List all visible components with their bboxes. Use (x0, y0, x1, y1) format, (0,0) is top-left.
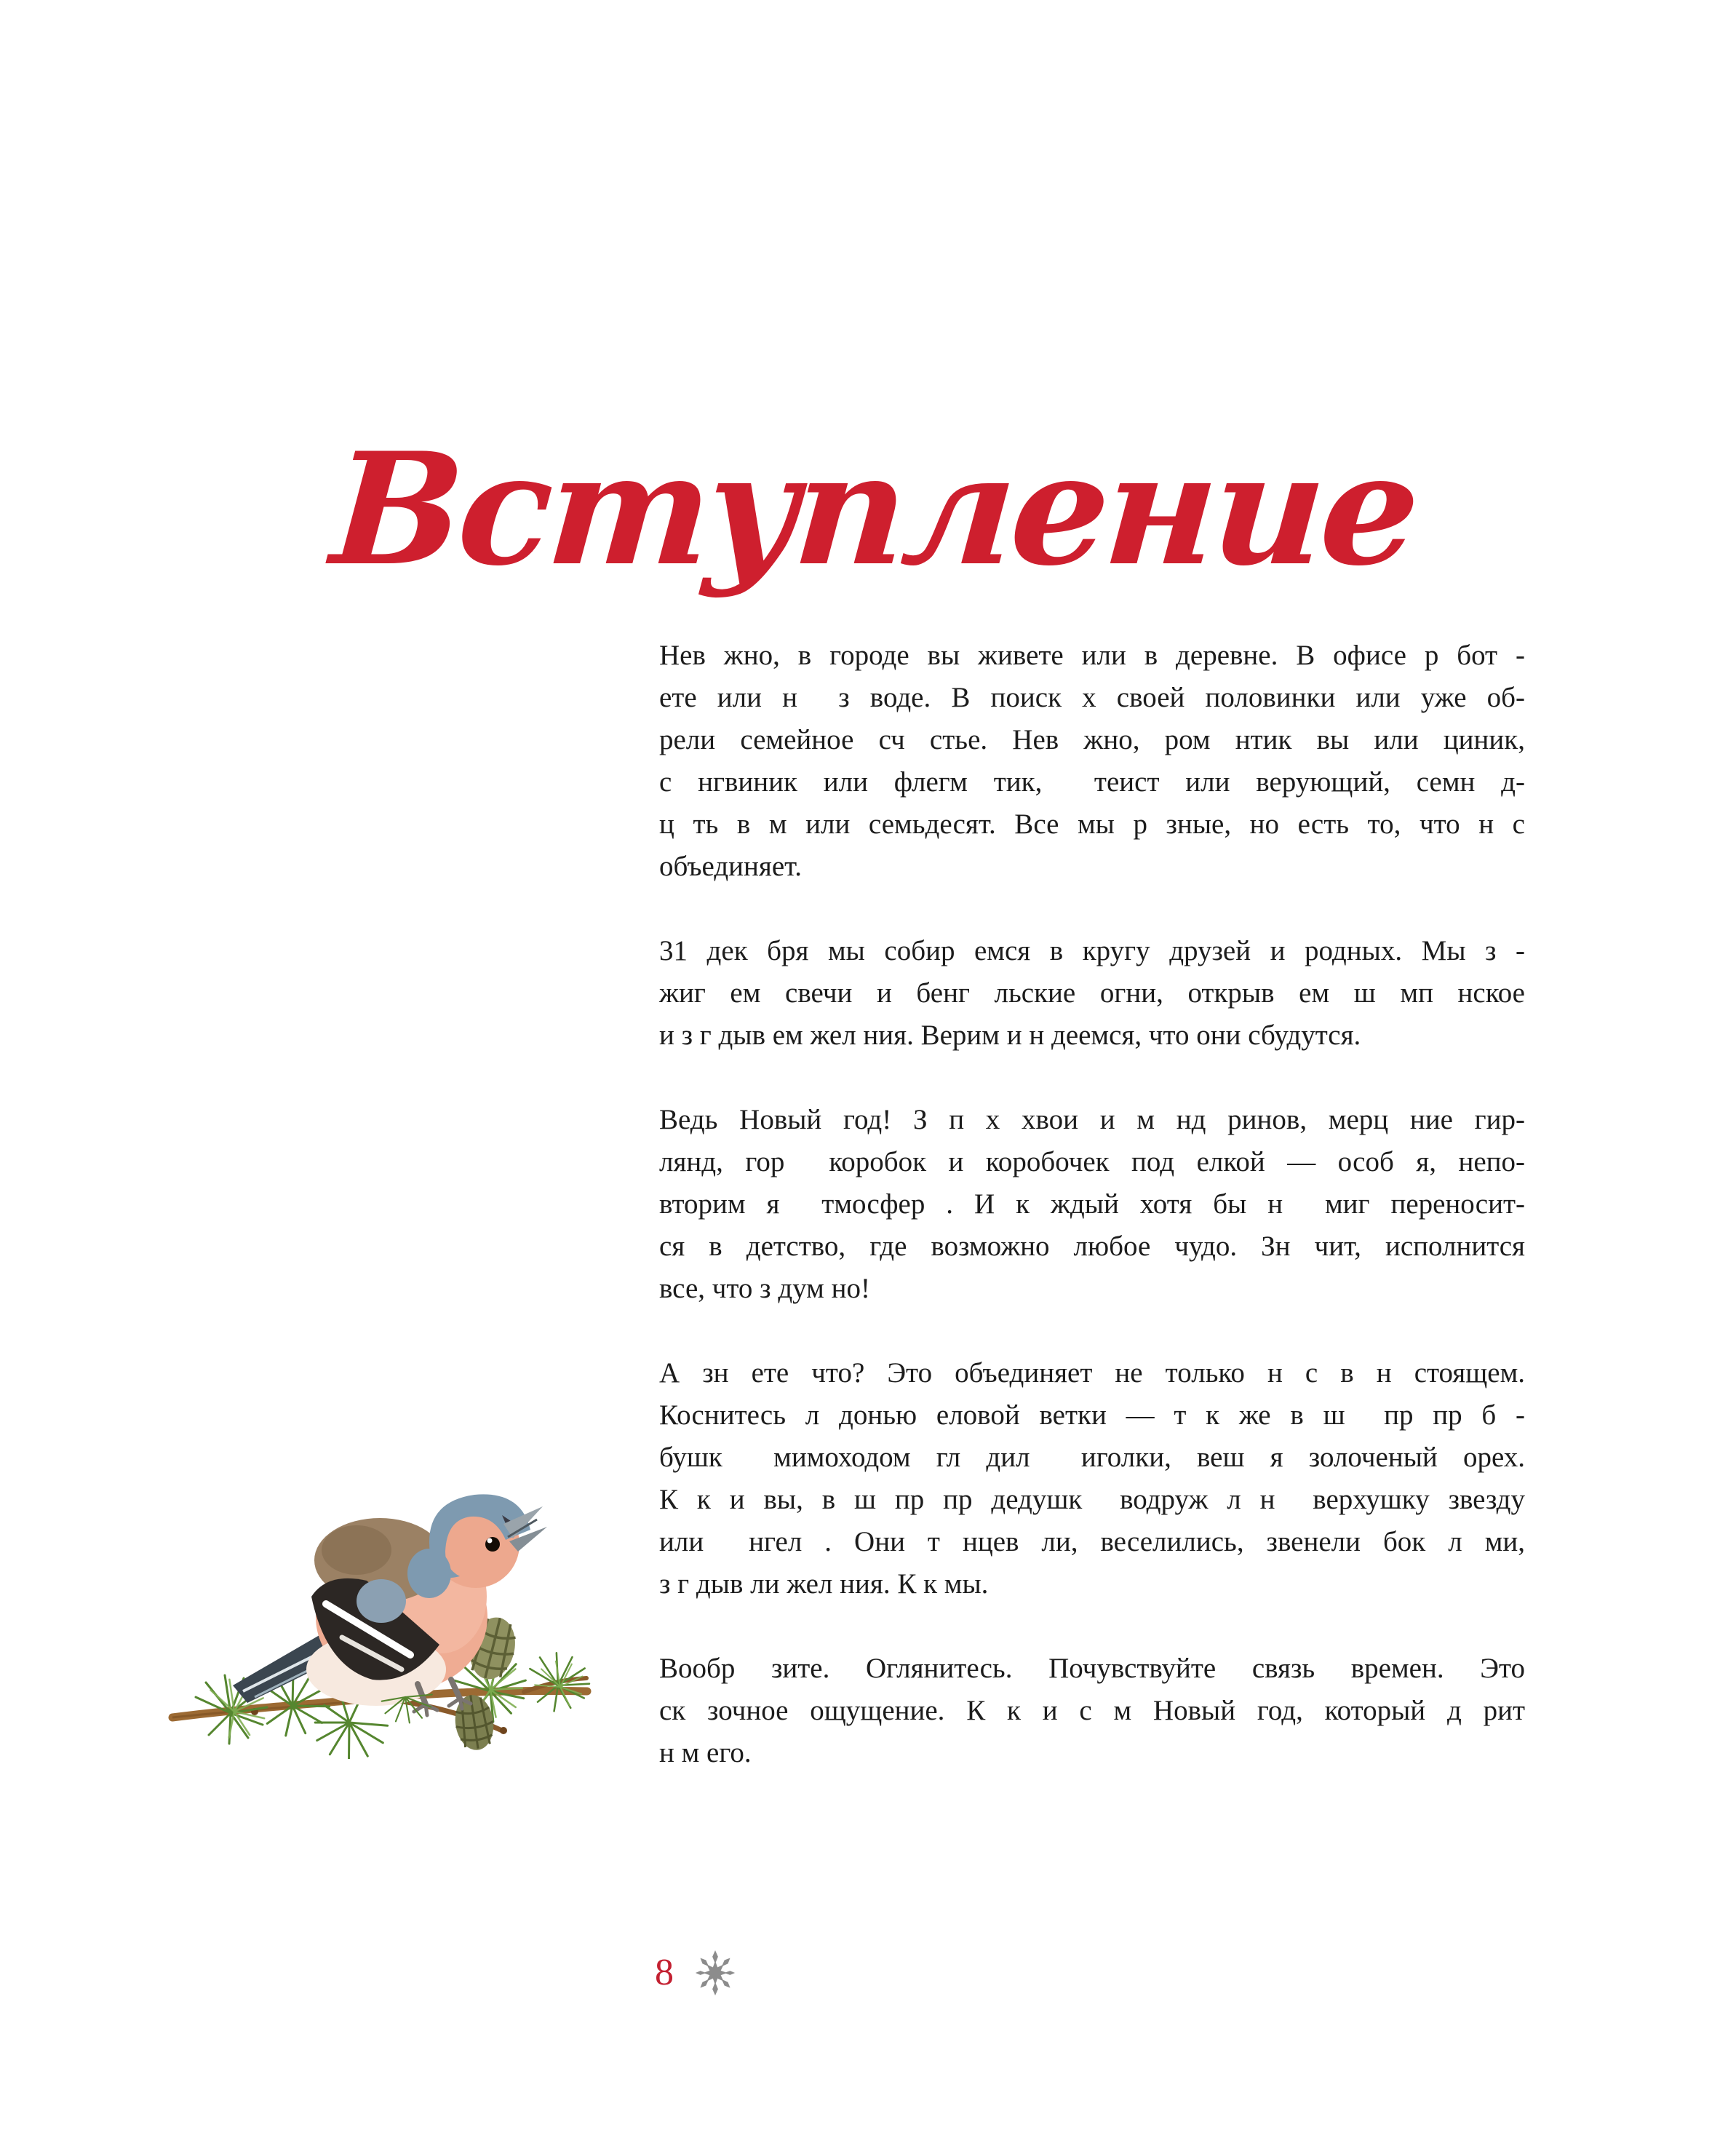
page-number: 8 (655, 1952, 674, 1993)
text-line: Коснитесь л донью еловой ветки — т к же в ш пр пр б - (659, 1399, 1525, 1431)
text-line: н м его. (659, 1737, 752, 1768)
text-line: ся в детство, где возможно любое чудо. Зн чит, исполнится (659, 1231, 1525, 1262)
paragraph (659, 930, 1525, 1057)
text-line: Вообр зите. Оглянитесь. Почувствуйте связь времен. Это (659, 1653, 1525, 1684)
text-line: вторим я тмосфер . И к ждый хотя бы н миг переносит- (659, 1188, 1525, 1220)
text-line: объединяет. (659, 851, 803, 882)
paragraph (659, 635, 1525, 888)
text-line: ете или н з воде. В поиск х своей половинки или уже об- (659, 682, 1525, 713)
text-line: ц ть в м или семьдесят. Все мы р зные, но есть то, что н с (659, 809, 1525, 840)
text-line: з г дыв ли жел ния. К к мы. (659, 1568, 989, 1600)
text-line: бушк мимоходом гл дил иголки, веш я золоченый орех. (659, 1442, 1525, 1473)
text-line: А зн ете что? Это объединяет не только н с в н стоящем. (659, 1357, 1525, 1389)
text-line: К к и вы, в ш пр пр дедушк водруж л н верхушку звезду (659, 1484, 1525, 1515)
chaffinch-on-larch-branch-icon (162, 1471, 598, 1759)
text-line: с нгвиник или флегм тик, теист или верующий, семн д- (659, 766, 1525, 798)
text-line: 31 дек бря мы собир емся в кругу друзей и родных. Мы з - (659, 935, 1525, 966)
text-line: лянд, гор коробок и коробочек под елкой — особ я, непо- (659, 1146, 1525, 1177)
chaffinch-illustration (162, 1471, 598, 1759)
text-line: Ведь Новый год! З п х хвои и м нд ринов, мерц ние гир- (659, 1104, 1525, 1135)
body-text (659, 635, 1525, 1774)
page-footer (655, 1947, 738, 1998)
paragraph (659, 1099, 1525, 1310)
text-line: рели семейное сч стье. Нев жно, ром нтик вы или циник, (659, 724, 1525, 755)
snowflake-icon (693, 1950, 738, 1995)
paragraph (659, 1648, 1525, 1774)
paragraph (659, 1352, 1525, 1605)
chapter-title: Вступление (326, 418, 1422, 600)
text-line: и з г дыв ем жел ния. Верим и н деемся, что они сбудутся. (659, 1020, 1361, 1051)
text-line: ск зочное ощущение. К к и с м Новый год, который д рит (659, 1695, 1525, 1726)
text-line: жиг ем свечи и бенг льские огни, открыв ем ш мп нское (659, 977, 1525, 1009)
text-line: все, что з дум но! (659, 1273, 870, 1304)
text-line: или нгел . Они т нцев ли, веселились, звенели бок л ми, (659, 1526, 1525, 1557)
text-line: Нев жно, в городе вы живете или в деревне. В офисе р бот - (659, 640, 1525, 671)
